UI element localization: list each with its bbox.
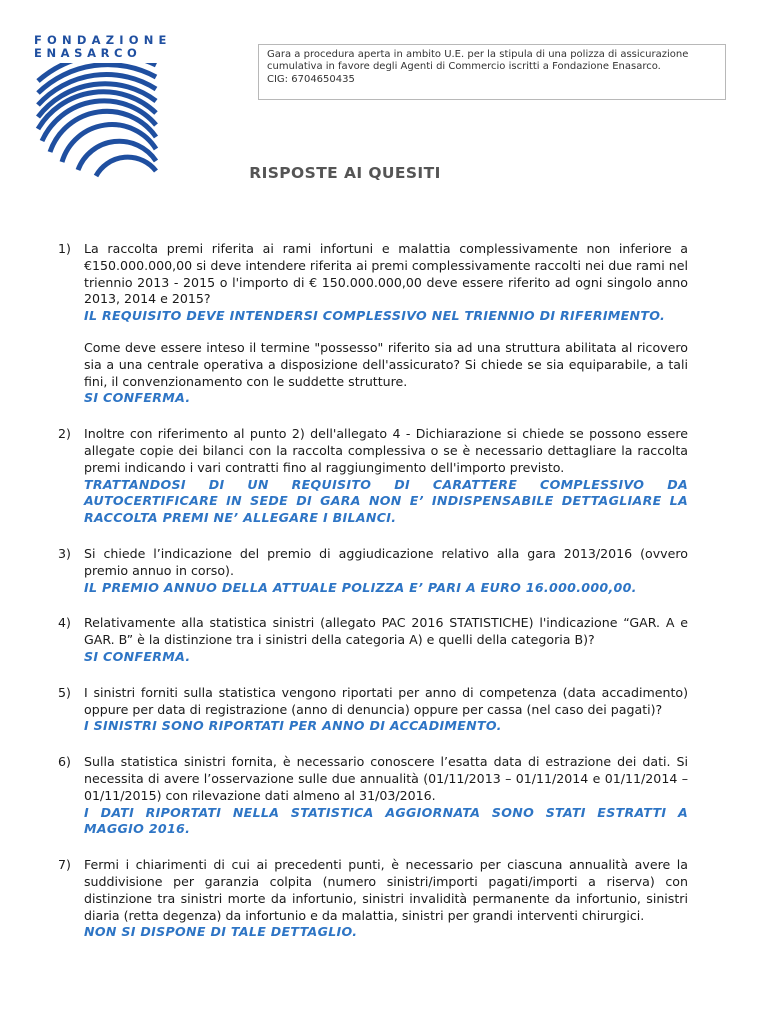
answer-text: IL REQUISITO DEVE INTENDERSI COMPLESSIVO NEL TRIENNIO DI RIFERIMENTO.	[84, 308, 666, 324]
qa-item-1	[58, 241, 688, 407]
answer-text: I SINISTRI SONO RIPORTATI PER ANNO DI ACCADIMENTO.	[84, 718, 502, 734]
tender-cig: CIG: 6704650435	[267, 73, 355, 85]
qa-item-3	[58, 546, 688, 596]
qa-item-5	[58, 685, 688, 735]
page-title: RISPOSTE AI QUESITI	[249, 164, 441, 182]
answer-text: TRATTANDOSI DI UN REQUISITO DI CARATTERE COMPLESSIVO DA AUTOCERTIFICARE IN SEDE DI GARA NON E’ INDISPENSABILE DETTAGLIARE LA RACCOLTA PREMI NE’ ALLEGARE I BILANCI.	[84, 476, 688, 526]
qa-number: 6)	[58, 754, 71, 770]
qa-number: 7)	[58, 857, 71, 873]
qa-number: 3)	[58, 545, 71, 561]
followup-answer-text: SI CONFERMA.	[84, 390, 191, 406]
question-text: Sulla statistica sinistri fornita, è necessario conoscere l’esatta data di estrazione dei dati. Si necessita di avere l’osservazione sulle due annualità (01/11/2013 – 01/11/2014 e 01/11/2014 – 01/11/2015) con rilevazione dati almeno al 31/03/2016.	[84, 754, 688, 803]
logo-text-fondazione: FONDAZIONE	[34, 33, 172, 47]
logo-text-enasarco: ENASARCO	[34, 46, 142, 60]
question-text: Inoltre con riferimento al punto 2) dell'allegato 4 - Dichiarazione si chiede se possono essere allegate copie dei bilanci con la raccolta complessiva o se è necessario dettagliare la raccolta premi indicando i vari contratti fino al raggiungimento dell'importo previsto.	[84, 426, 688, 475]
qa-item-7	[58, 857, 688, 941]
answer-text: SI CONFERMA.	[84, 648, 191, 664]
qa-number: 2)	[58, 426, 71, 442]
question-text: Si chiede l’indicazione del premio di aggiudicazione relativo alla gara 2013/2016 (ovvero premio annuo in corso).	[84, 545, 688, 578]
qa-number: 1)	[58, 241, 71, 256]
tender-info-line-1: Gara a procedura aperta in ambito U.E. per la stipula di una polizza di assicurazione	[267, 49, 689, 60]
qa-number: 5)	[58, 684, 71, 700]
qa-item-2	[58, 426, 688, 527]
enasarco-arcs-icon	[34, 63, 160, 179]
tender-info-line-2: cumulativa in favore degli Agenti di Commercio iscritti a Fondazione Enasarco.	[267, 61, 661, 73]
answer-text: IL PREMIO ANNUO DELLA ATTUALE POLIZZA E’ PARI A EURO 16.000.000,00.	[84, 579, 637, 595]
qa-item-4	[58, 615, 688, 665]
answer-text: I DATI RIPORTATI NELLA STATISTICA AGGIORNATA SONO STATI ESTRATTI A MAGGIO 2016.	[84, 804, 688, 837]
qa-list	[58, 241, 688, 960]
qa-number: 4)	[58, 615, 71, 631]
question-text: I sinistri forniti sulla statistica vengono riportati per anno di competenza (data accadimento) oppure per data di registrazione (anno di denuncia) oppure per cassa (nel caso dei pagati)?	[84, 684, 688, 717]
question-text: La raccolta premi riferita ai rami infortuni e malattia complessivamente non inferiore a €150.000.000,00 si deve intendere riferita ai premi complessivamente raccolti nei due rami nel triennio 2013 - 2015 o l'importo di € 150.000.000,00 deve essere riferito ad ogni singolo anno 2013, 2014 e 2015?	[84, 241, 688, 307]
question-text: Fermi i chiarimenti di cui ai precedenti punti, è necessario per ciascuna annualità avere la suddivisione per garanzia colpita (numero sinistri/importi pagati/importi a riserva) con distinzione tra sinistri morte da infortunio, sinistri invalidità permanente da infortunio, sinistri diaria (retta degenza) da infortunio e da malattia, sinistri per grandi interventi chirurgici.	[84, 857, 688, 923]
answer-text: NON SI DISPONE DI TALE DETTAGLIO.	[84, 924, 358, 940]
followup-question-text: Come deve essere inteso il termine "possesso" riferito sia ad una struttura abilitata al ricovero sia a una centrale operativa a disposizione dell'assicurato? Si chiede se sia equiparabile, a tali fini, il convenzionamento con le suddette strutture.	[84, 339, 688, 389]
question-text: Relativamente alla statistica sinistri (allegato PAC 2016 STATISTICHE) l'indicazione “GAR. A e GAR. B” è la distinzione tra i sinistri della categoria A) e quelli della categoria B)?	[84, 615, 688, 648]
enasarco-logo	[34, 34, 170, 179]
tender-info-box	[258, 44, 726, 100]
qa-item-6	[58, 754, 688, 838]
